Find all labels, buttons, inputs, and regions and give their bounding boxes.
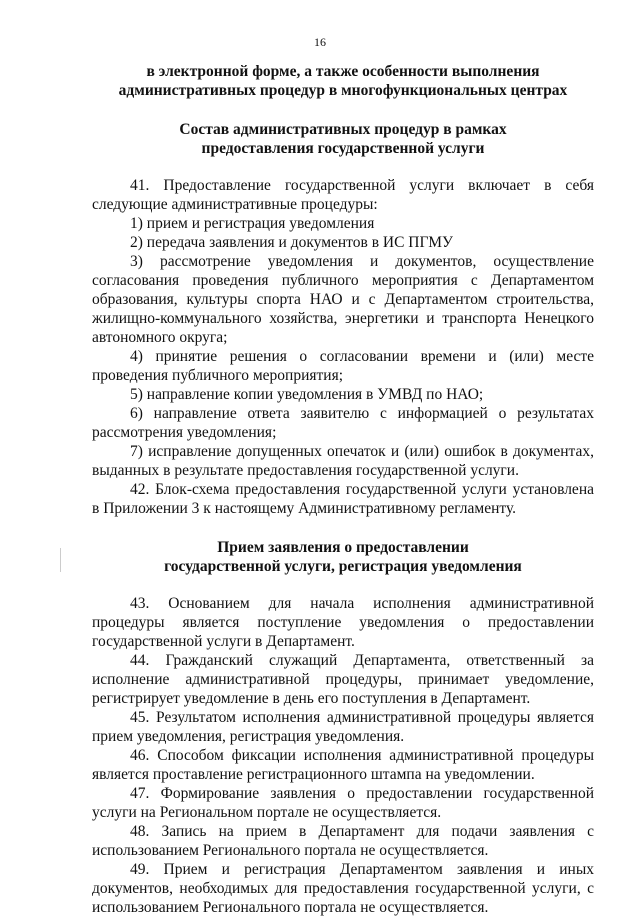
spacer: [92, 576, 594, 594]
list-item: 1) прием и регистрация уведомления: [130, 215, 375, 232]
list-item: 2) передача заявления и документов в ИС ПГМУ: [130, 234, 454, 251]
list-item: 5) направление копии уведомления в УМВД по НАО;: [130, 386, 484, 403]
paragraph-41: 41. Предоставление государственной услуги включает в себя следующие административные процедуры:: [92, 177, 594, 213]
section-title: [92, 538, 594, 576]
section-title-line: предоставления государственной услуги: [201, 140, 485, 157]
paragraph-48: 48. Запись на прием в Департамент для подачи заявления с использованием Регионального портала не осуществляется.: [92, 823, 594, 859]
paragraph-49: 49. Прием и регистрация Департаментом заявления и иных документов, необходимых для предоставления государственной услуги, с использованием Регионального портала не осуществляется.: [92, 861, 594, 916]
paragraph-46: 46. Способом фиксации исполнения административной процедуры является проставление регистрационного штампа на уведомлении.: [92, 747, 594, 783]
section-title: [92, 120, 594, 158]
section-title-line: Состав административных процедур в рамках: [179, 121, 507, 138]
top-heading-line: административных процедур в многофункциональных центрах: [118, 82, 568, 99]
top-heading-line: в электронной форме, а также особенности выполнения: [146, 63, 540, 80]
list-item: 7) исправление допущенных опечаток и (или) ошибок в документах, выданных в результате предоставления государственной услуги.: [92, 443, 594, 479]
section-title-line: Прием заявления о предоставлении: [217, 539, 469, 556]
page-number: 16: [314, 35, 326, 49]
spacer: [92, 518, 594, 538]
spacer: [92, 158, 594, 176]
paragraph-43: 43. Основанием для начала исполнения административной процедуры является поступление уведомления о предоставлении государственной услуги в Департамент.: [92, 595, 594, 650]
margin-mark: [60, 548, 61, 572]
paragraph-47: 47. Формирование заявления о предоставлении государственной услуги на Региональном портале не осуществляется.: [92, 785, 594, 821]
paragraph-44: 44. Гражданский служащий Департамента, ответственный за исполнение административной процедуры, принимает уведомление, регистрирует уведомление в день его поступления в Департамент.: [92, 652, 594, 707]
page-content: [92, 62, 594, 917]
list-item: 4) принятие решения о согласовании времени и (или) месте проведения публичного мероприятия;: [92, 348, 594, 384]
top-heading: [92, 62, 594, 100]
list-item: 6) направление ответа заявителю с информацией о результатах рассмотрения уведомления;: [92, 405, 594, 441]
section-title-line: государственной услуги, регистрация уведомления: [164, 558, 522, 575]
paragraph-42: 42. Блок-схема предоставления государственной услуги установлена в Приложении 3 к настоящему Административному регламенту.: [92, 481, 594, 517]
list-item: 3) рассмотрение уведомления и документов, осуществление согласования проведения публичного мероприятия с Департаментом образования, культуры спорта НАО и с Департаментом строительства, жилищно-коммунального хозяйства, энергетики и транспорта Ненецкого автономного округа;: [92, 253, 594, 346]
paragraph-45: 45. Результатом исполнения административной процедуры является прием уведомления, регистрация уведомления.: [92, 709, 594, 745]
spacer: [92, 100, 594, 120]
